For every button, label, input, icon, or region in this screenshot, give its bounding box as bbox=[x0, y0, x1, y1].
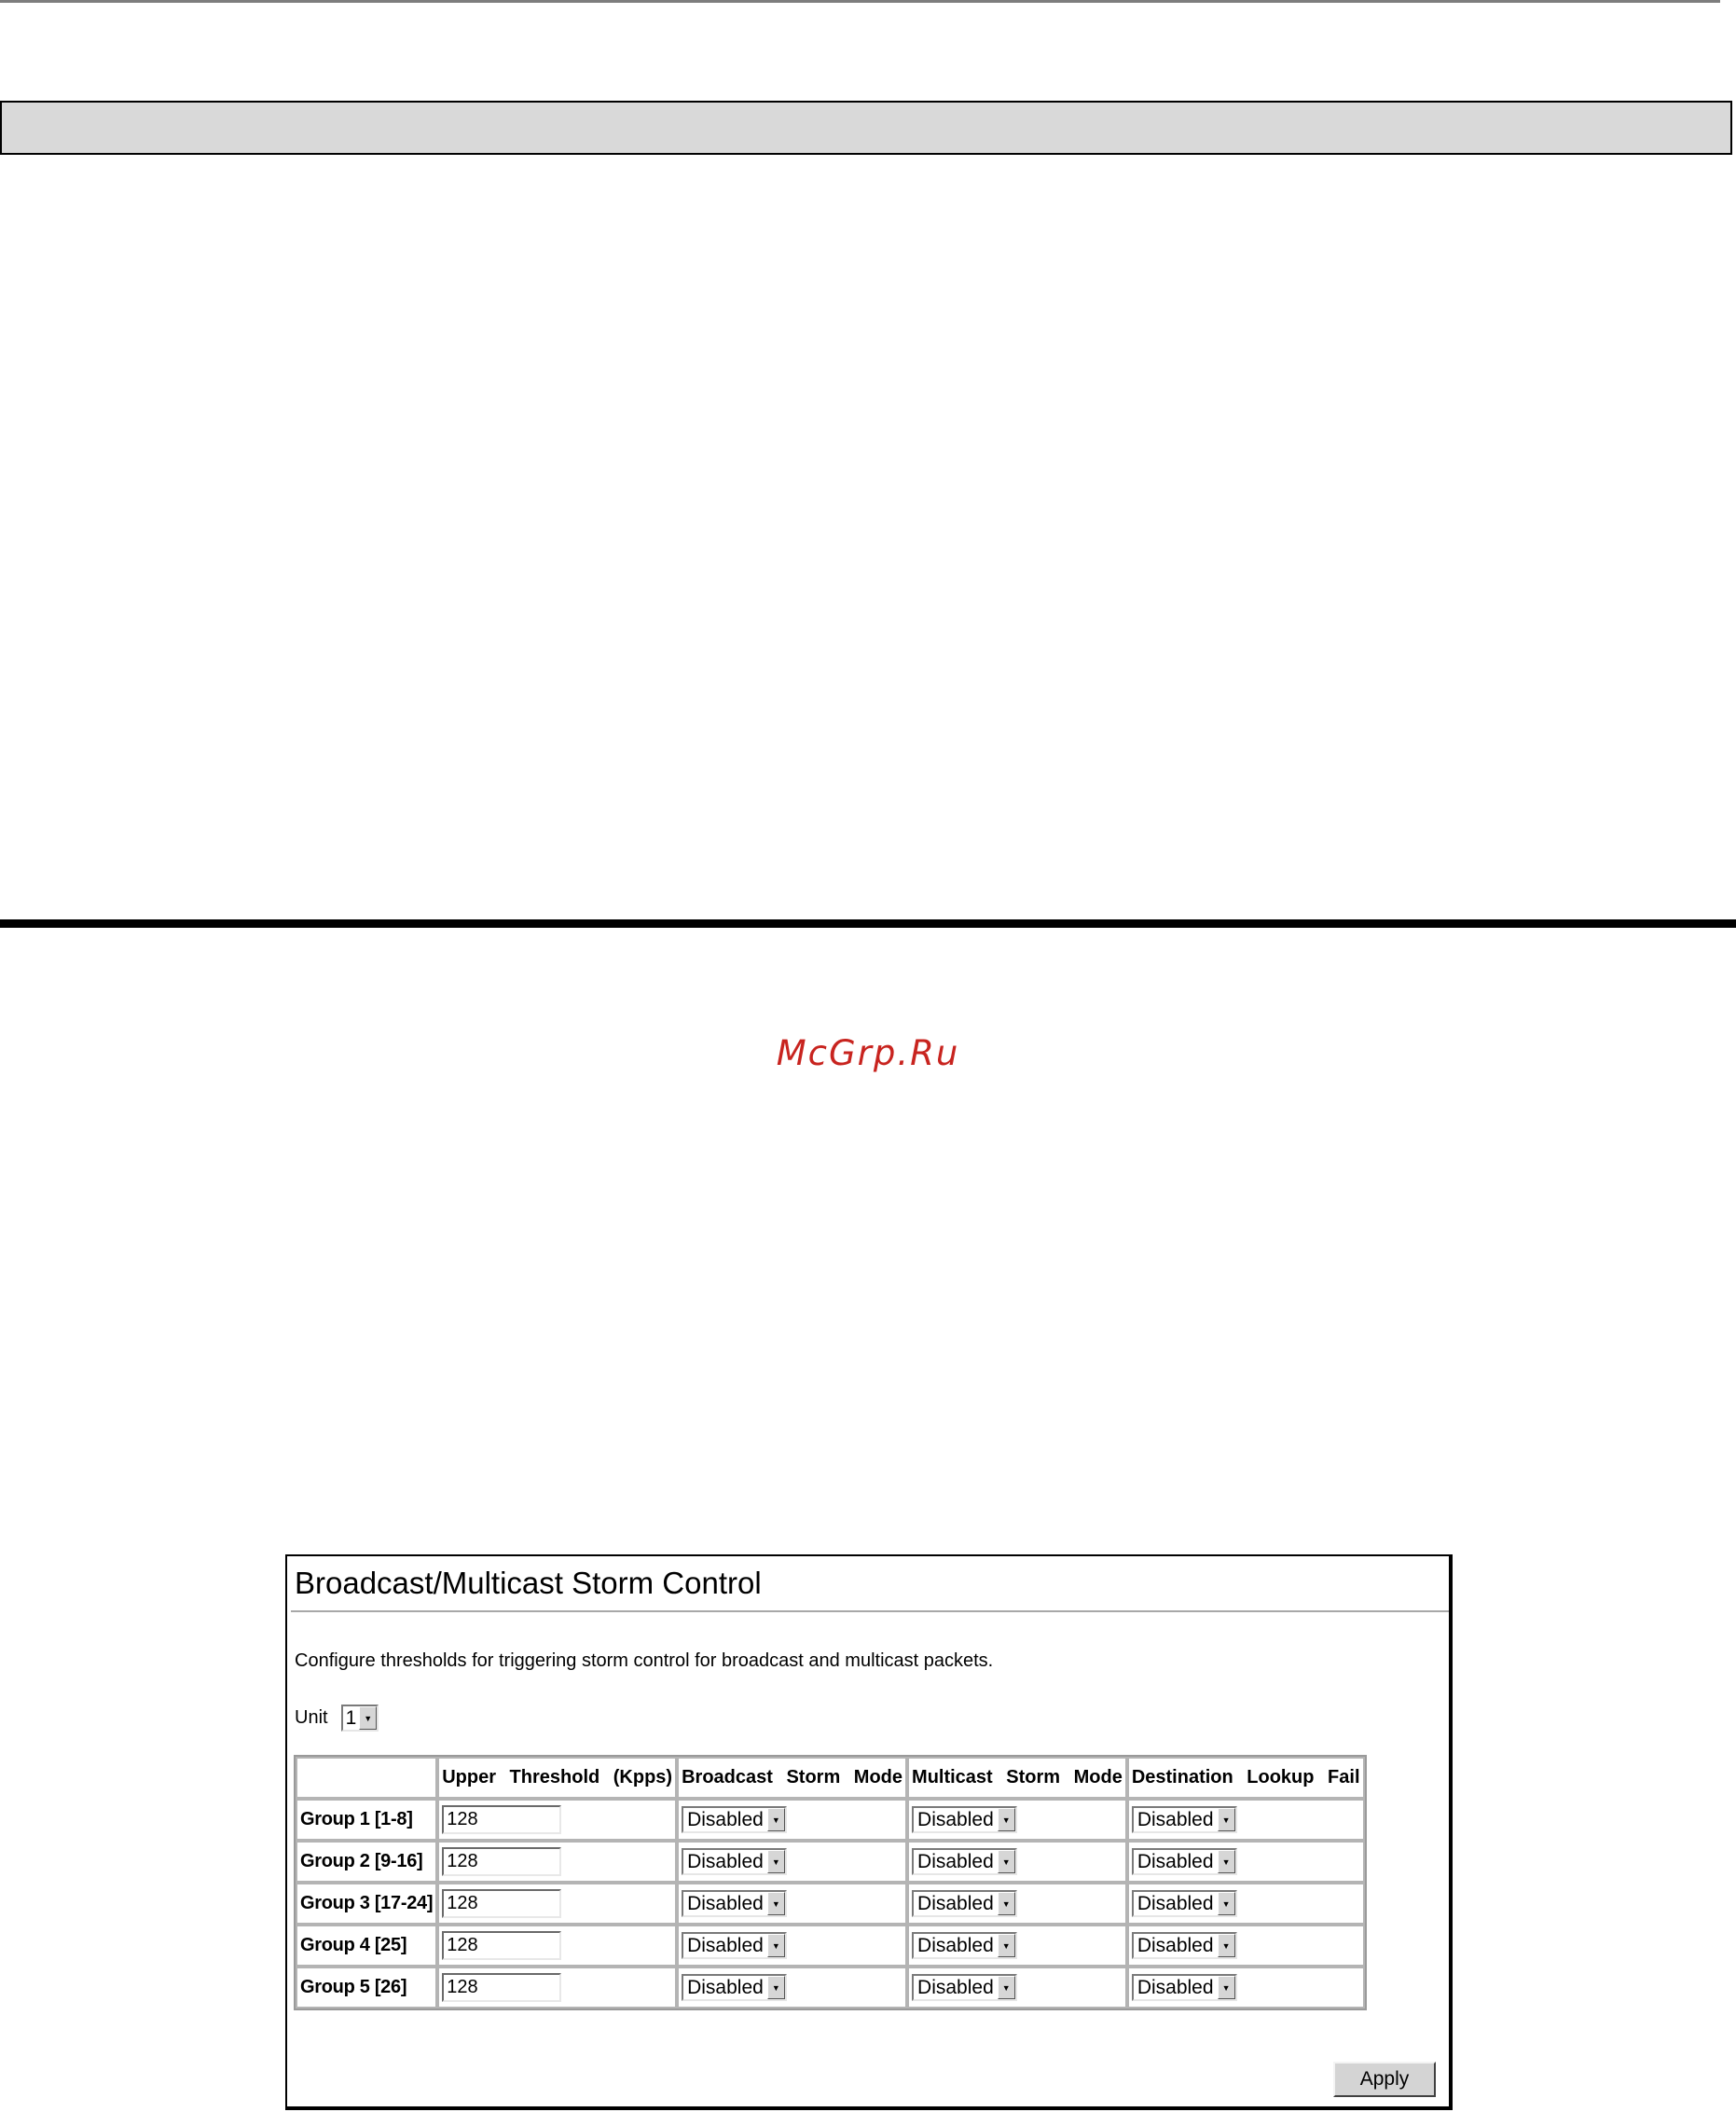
group-label: Group 5 [26] bbox=[296, 1967, 437, 2008]
group-label: Group 1 [1-8] bbox=[296, 1799, 437, 1841]
page-title: Broadcast/Multicast Storm Control bbox=[295, 1566, 762, 1600]
group-label: Group 3 [17-24] bbox=[296, 1883, 437, 1925]
unit-select[interactable] bbox=[341, 1705, 379, 1732]
threshold-cell bbox=[437, 1967, 677, 2008]
threshold-cell bbox=[437, 1925, 677, 1967]
threshold-cell bbox=[437, 1883, 677, 1925]
table-row bbox=[296, 1925, 1365, 1967]
table-row bbox=[296, 1799, 1365, 1841]
select-value: Disabled bbox=[917, 1977, 994, 1998]
select-value: Disabled bbox=[917, 1893, 994, 1914]
select-value: Disabled bbox=[1137, 1935, 1214, 1956]
chevron-down-icon[interactable]: ▼ bbox=[767, 1808, 785, 1831]
broadcast-storm-mode-select[interactable] bbox=[682, 1974, 787, 2001]
select-value: Disabled bbox=[687, 1893, 764, 1914]
header-band bbox=[0, 101, 1732, 155]
table-row bbox=[296, 1967, 1365, 2008]
unit-label: Unit bbox=[295, 1707, 328, 1728]
chevron-down-icon[interactable]: ▼ bbox=[1218, 1934, 1235, 1957]
multicast-storm-mode-select[interactable] bbox=[912, 1806, 1017, 1833]
chevron-down-icon[interactable]: ▼ bbox=[1218, 1808, 1235, 1831]
multicast-storm-mode-select[interactable] bbox=[912, 1890, 1017, 1917]
chevron-down-icon[interactable]: ▼ bbox=[767, 1850, 785, 1873]
multicast-cell bbox=[907, 1925, 1127, 1967]
header-destination-lookup-fail: Destination Lookup Fail bbox=[1127, 1757, 1365, 1799]
chevron-down-icon[interactable]: ▼ bbox=[998, 1808, 1015, 1831]
destination-lookup-fail-select[interactable] bbox=[1132, 1974, 1237, 2001]
chevron-down-icon[interactable]: ▼ bbox=[998, 1976, 1015, 1999]
upper-threshold-input[interactable] bbox=[442, 1805, 561, 1834]
chevron-down-icon[interactable]: ▼ bbox=[1218, 1892, 1235, 1915]
chevron-down-icon[interactable]: ▼ bbox=[767, 1976, 785, 1999]
dlf-cell bbox=[1127, 1841, 1365, 1883]
upper-threshold-input[interactable] bbox=[442, 1931, 561, 1960]
dlf-cell bbox=[1127, 1799, 1365, 1841]
select-value: Disabled bbox=[1137, 1893, 1214, 1914]
apply-button[interactable]: Apply bbox=[1333, 2062, 1436, 2097]
multicast-storm-mode-select[interactable] bbox=[912, 1848, 1017, 1875]
select-value: Disabled bbox=[917, 1809, 994, 1830]
broadcast-cell bbox=[677, 1967, 907, 2008]
upper-threshold-input[interactable] bbox=[442, 1973, 561, 2002]
multicast-storm-mode-select[interactable] bbox=[912, 1974, 1017, 2001]
page-description: Configure thresholds for triggering storm control for broadcast and multicast packets. bbox=[295, 1650, 994, 1671]
broadcast-storm-mode-select[interactable] bbox=[682, 1890, 787, 1917]
table-row bbox=[296, 1841, 1365, 1883]
destination-lookup-fail-select[interactable] bbox=[1132, 1806, 1237, 1833]
select-value: Disabled bbox=[1137, 1809, 1214, 1830]
chevron-down-icon[interactable]: ▼ bbox=[998, 1934, 1015, 1957]
broadcast-cell bbox=[677, 1799, 907, 1841]
table-row bbox=[296, 1883, 1365, 1925]
destination-lookup-fail-select[interactable] bbox=[1132, 1890, 1237, 1917]
multicast-cell bbox=[907, 1967, 1127, 2008]
select-value: Disabled bbox=[917, 1851, 994, 1872]
top-divider bbox=[0, 0, 1720, 3]
broadcast-storm-mode-select[interactable] bbox=[682, 1932, 787, 1959]
destination-lookup-fail-select[interactable] bbox=[1132, 1848, 1237, 1875]
dlf-cell bbox=[1127, 1883, 1365, 1925]
multicast-cell bbox=[907, 1883, 1127, 1925]
chevron-down-icon[interactable]: ▼ bbox=[767, 1934, 785, 1957]
header-group bbox=[296, 1757, 437, 1799]
group-label: Group 4 [25] bbox=[296, 1925, 437, 1967]
broadcast-storm-mode-select[interactable] bbox=[682, 1806, 787, 1833]
upper-threshold-input[interactable] bbox=[442, 1889, 561, 1918]
section-divider bbox=[0, 919, 1736, 928]
select-value: Disabled bbox=[687, 1809, 764, 1830]
chevron-down-icon[interactable]: ▼ bbox=[998, 1892, 1015, 1915]
select-value: Disabled bbox=[687, 1977, 764, 1998]
select-value: Disabled bbox=[917, 1935, 994, 1956]
unit-row bbox=[295, 1705, 379, 1732]
group-label: Group 2 [9-16] bbox=[296, 1841, 437, 1883]
broadcast-cell bbox=[677, 1841, 907, 1883]
dlf-cell bbox=[1127, 1925, 1365, 1967]
chevron-down-icon[interactable]: ▼ bbox=[359, 1706, 377, 1730]
select-value: Disabled bbox=[687, 1851, 764, 1872]
chevron-down-icon[interactable]: ▼ bbox=[1218, 1850, 1235, 1873]
unit-select-value: 1 bbox=[345, 1707, 357, 1729]
select-value: Disabled bbox=[1137, 1977, 1214, 1998]
threshold-cell bbox=[437, 1841, 677, 1883]
broadcast-storm-mode-select[interactable] bbox=[682, 1848, 787, 1875]
destination-lookup-fail-select[interactable] bbox=[1132, 1932, 1237, 1959]
select-value: Disabled bbox=[1137, 1851, 1214, 1872]
chevron-down-icon[interactable]: ▼ bbox=[1218, 1976, 1235, 1999]
dlf-cell bbox=[1127, 1967, 1365, 2008]
chevron-down-icon[interactable]: ▼ bbox=[998, 1850, 1015, 1873]
multicast-cell bbox=[907, 1841, 1127, 1883]
broadcast-cell bbox=[677, 1883, 907, 1925]
title-divider bbox=[291, 1610, 1449, 1612]
table-header-row bbox=[296, 1757, 1365, 1799]
broadcast-cell bbox=[677, 1925, 907, 1967]
header-multicast-storm-mode: Multicast Storm Mode bbox=[907, 1757, 1127, 1799]
chevron-down-icon[interactable]: ▼ bbox=[767, 1892, 785, 1915]
header-upper-threshold: Upper Threshold (Kpps) bbox=[437, 1757, 677, 1799]
upper-threshold-input[interactable] bbox=[442, 1847, 561, 1876]
select-value: Disabled bbox=[687, 1935, 764, 1956]
multicast-cell bbox=[907, 1799, 1127, 1841]
storm-control-table bbox=[294, 1755, 1367, 2010]
threshold-cell bbox=[437, 1799, 677, 1841]
multicast-storm-mode-select[interactable] bbox=[912, 1932, 1017, 1959]
storm-control-panel bbox=[285, 1554, 1453, 2110]
watermark: McGrp.Ru bbox=[776, 1033, 960, 1073]
header-broadcast-storm-mode: Broadcast Storm Mode bbox=[677, 1757, 907, 1799]
